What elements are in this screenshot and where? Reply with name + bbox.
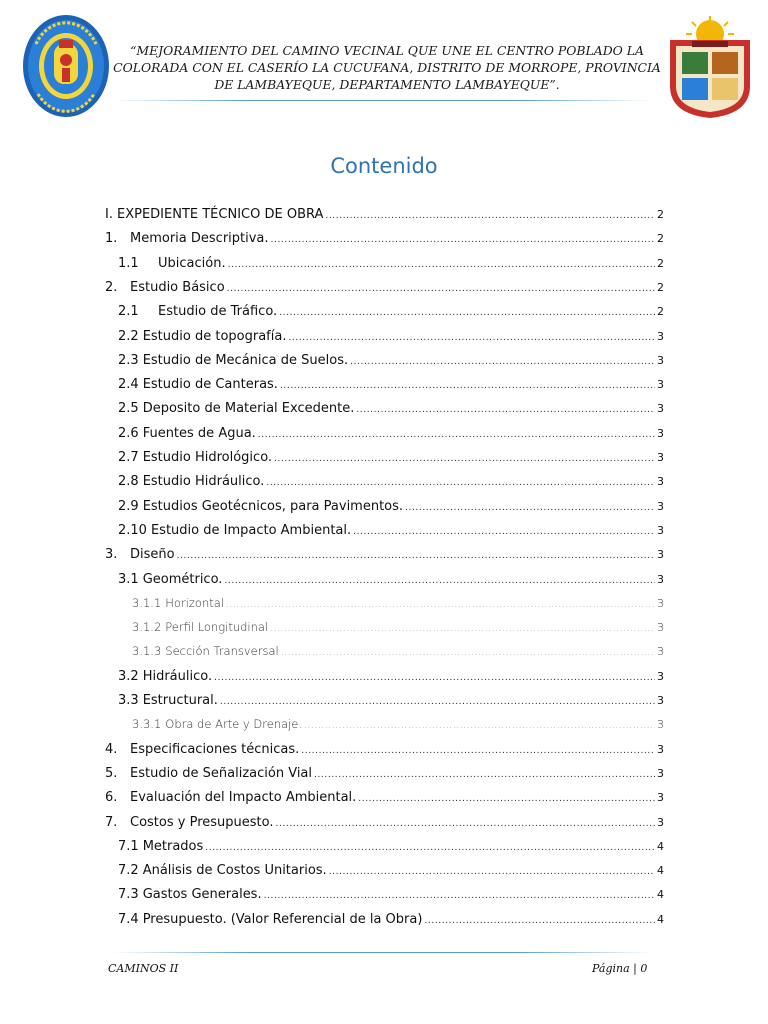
toc-dot-leader — [177, 551, 655, 561]
toc-entry-page: 3 — [657, 621, 664, 635]
toc-entry-number: 3.1 — [118, 571, 139, 587]
toc-entry-number: 7.1 — [118, 838, 139, 854]
toc-entry[interactable] — [105, 547, 664, 567]
toc-dot-leader — [356, 405, 655, 415]
toc-entry-title: Estudio de topografía. — [142, 328, 287, 344]
toc-entry-page: 2 — [657, 256, 664, 270]
toc-entry[interactable] — [118, 839, 664, 859]
toc-entry-number: 3.3 — [118, 693, 139, 708]
footer-page-number: Página | 0 — [592, 962, 648, 975]
toc-entry[interactable] — [105, 742, 664, 762]
toc-dot-leader — [280, 381, 655, 391]
toc-entry-page: 3 — [657, 426, 664, 440]
toc-entry[interactable] — [118, 256, 664, 276]
toc-entry[interactable] — [118, 523, 664, 543]
toc-entry-title: Obra de Arte y Drenaje. — [165, 717, 303, 732]
toc-dot-leader — [205, 843, 655, 853]
toc-entry-number: I. — [105, 207, 113, 222]
toc-entry-number: 4. — [105, 741, 118, 757]
toc-entry-page: 3 — [657, 353, 664, 367]
toc-entry[interactable] — [105, 815, 664, 835]
toc-entry-title: Estudio de Mecánica de Suelos. — [142, 352, 349, 368]
toc-dot-leader — [214, 673, 655, 683]
toc-entry-number: 2.1 — [118, 304, 139, 320]
footer-divider — [112, 952, 652, 953]
toc-entry-title: Metrados — [142, 838, 204, 854]
toc-dot-leader — [281, 648, 655, 658]
toc-entry-page: 3 — [657, 694, 664, 707]
toc-entry-title: Ubicación. — [158, 255, 226, 271]
toc-dot-leader — [314, 770, 655, 780]
toc-entry[interactable] — [118, 426, 664, 446]
toc-dot-leader — [275, 819, 655, 829]
toc-dot-leader — [227, 284, 655, 294]
toc-dot-leader — [271, 235, 655, 245]
toc-entry-page: 3 — [657, 718, 664, 732]
toc-entry-title: Estudio de Impacto Ambiental. — [150, 522, 352, 538]
toc-entry-title: Estudio Hidráulico. — [142, 474, 265, 490]
toc-entry[interactable] — [118, 863, 664, 883]
toc-entry[interactable] — [105, 231, 664, 251]
toc-entry[interactable] — [132, 620, 664, 640]
toc-entry[interactable] — [118, 912, 664, 932]
toc-entry-number: 2.6 — [118, 425, 139, 441]
municipal-crest-logo — [662, 16, 758, 120]
toc-entry[interactable] — [132, 717, 664, 737]
toc-dot-leader — [220, 697, 655, 707]
toc-entry-title: Fuentes de Agua. — [142, 425, 256, 441]
toc-entry-page: 2 — [657, 280, 664, 294]
toc-entry-page: 3 — [657, 791, 664, 805]
toc-entry[interactable] — [132, 644, 664, 664]
toc-entry-page: 3 — [657, 766, 664, 780]
toc-dot-leader — [226, 600, 655, 610]
toc-entry-title: Diseño — [130, 547, 175, 563]
toc-dot-leader — [279, 308, 655, 318]
toc-entry-title: Estudio de Canteras. — [142, 377, 278, 393]
toc-entry-number: 2.7 — [118, 450, 139, 465]
toc-entry-page: 3 — [657, 451, 664, 464]
toc-entry-page: 4 — [657, 912, 664, 926]
toc-entry-title: Estudio Hidrológico. — [142, 450, 273, 465]
toc-dot-leader — [270, 624, 655, 634]
toc-entry-number: 3.1.2 — [132, 620, 162, 635]
header-divider — [112, 100, 652, 101]
toc-entry-number: 2.2 — [118, 328, 139, 344]
toc-entry-page: 3 — [657, 572, 664, 586]
toc-dot-leader — [258, 430, 655, 440]
toc-dot-leader — [329, 867, 655, 877]
toc-entry-page: 3 — [657, 329, 664, 343]
toc-entry-page: 3 — [657, 548, 664, 562]
toc-entry-page: 3 — [657, 645, 664, 659]
document-title: Contenido — [330, 154, 438, 178]
toc-entry[interactable] — [105, 207, 664, 227]
toc-entry-title: Estudio Básico — [130, 279, 225, 295]
toc-dot-leader — [288, 333, 655, 343]
toc-entry-number: 2.3 — [118, 352, 139, 368]
toc-entry-page: 3 — [657, 475, 664, 489]
toc-entry-page: 3 — [657, 815, 664, 829]
toc-entry-title: Presupuesto. (Valor Referencial de la Obra) — [142, 911, 423, 927]
toc-dot-leader — [325, 211, 655, 221]
toc-entry-page: 3 — [657, 378, 664, 392]
toc-entry-page: 2 — [657, 208, 664, 221]
toc-entry-title: Gastos Generales. — [142, 887, 262, 903]
toc-entry-title: Estructural. — [142, 693, 218, 708]
toc-entry-page: 4 — [657, 839, 664, 853]
toc-dot-leader — [274, 454, 655, 464]
toc-entry-number: 6. — [105, 790, 118, 806]
toc-entry-title: Costos y Presupuesto. — [130, 814, 274, 830]
toc-entry-number: 2.8 — [118, 474, 139, 490]
toc-entry-page: 4 — [657, 864, 664, 878]
toc-entry-page: 3 — [657, 596, 664, 610]
toc-dot-leader — [304, 721, 655, 731]
toc-entry-title: Memoria Descriptiva. — [130, 231, 269, 247]
toc-entry-page: 2 — [657, 232, 664, 246]
toc-entry[interactable] — [105, 766, 664, 786]
toc-entry-number: 2.10 — [118, 522, 147, 538]
toc-entry[interactable] — [118, 377, 664, 397]
toc-entry-title: Geométrico. — [142, 571, 223, 587]
toc-entry[interactable] — [118, 304, 664, 324]
toc-entry[interactable] — [118, 353, 664, 373]
toc-entry-number: 3.1.3 — [132, 644, 162, 659]
toc-entry-title: Especificaciones técnicas. — [130, 741, 300, 757]
toc-dot-leader — [353, 527, 655, 537]
toc-entry[interactable] — [118, 887, 664, 907]
toc-entry-title: Perfil Longitudinal — [165, 620, 269, 635]
toc-entry-title: Deposito de Material Excedente. — [142, 401, 355, 417]
toc-entry-page: 2 — [657, 305, 664, 319]
toc-entry-number: 2.9 — [118, 498, 139, 514]
toc-entry[interactable] — [105, 280, 664, 300]
toc-entry-title: Horizontal — [165, 595, 224, 610]
toc-dot-leader — [224, 576, 655, 586]
toc-entry-number: 7.2 — [118, 863, 139, 879]
toc-entry-number: 3.2 — [118, 668, 139, 684]
toc-entry[interactable] — [118, 693, 664, 713]
toc-entry-title: Estudio de Señalización Vial — [130, 765, 313, 781]
toc-entry-number: 7. — [105, 814, 118, 830]
toc-entry-page: 3 — [657, 523, 664, 537]
toc-entry-number: 3. — [105, 547, 118, 563]
toc-entry-number: 1. — [105, 231, 118, 247]
project-header-title: “MEJORAMIENTO DEL CAMINO VECINAL QUE UNE EL CENTRO POBLADO LA COLORADA CON EL CASERÍO LA CUCUFANA, DISTRITO DE MORROPE, PROVINCIA DE LAMBAYEQUE, DEPARTAMENTO LAMBAYEQUE”. — [113, 43, 661, 92]
toc-dot-leader — [350, 357, 655, 367]
toc-entry-title: Estudios Geotécnicos, para Pavimentos. — [142, 498, 404, 514]
toc-dot-leader — [405, 503, 655, 513]
toc-entry-title: Sección Transversal — [165, 644, 279, 659]
toc-entry[interactable] — [105, 790, 664, 810]
toc-entry[interactable] — [118, 450, 664, 470]
toc-entry-title: Análisis de Costos Unitarios. — [142, 863, 327, 879]
toc-dot-leader — [424, 916, 655, 926]
toc-entry-number: 1.1 — [118, 255, 139, 271]
toc-entry-page: 4 — [657, 888, 664, 902]
toc-entry[interactable] — [118, 474, 664, 494]
toc-entry[interactable] — [118, 572, 664, 592]
toc-entry-title: EXPEDIENTE TÉCNICO DE OBRA — [117, 207, 324, 222]
toc-entry-number: 7.4 — [118, 911, 139, 927]
toc-entry-title: Estudio de Tráfico. — [158, 304, 278, 320]
toc-entry-page: 3 — [657, 669, 664, 683]
toc-entry-number: 7.3 — [118, 887, 139, 903]
toc-entry[interactable] — [132, 596, 664, 616]
toc-dot-leader — [301, 746, 655, 756]
toc-entry[interactable] — [118, 401, 664, 421]
toc-entry[interactable] — [118, 329, 664, 349]
toc-dot-leader — [228, 260, 655, 270]
university-seal-logo — [22, 14, 110, 118]
toc-entry[interactable] — [118, 669, 664, 689]
toc-entry[interactable] — [118, 499, 664, 519]
toc-dot-leader — [266, 478, 655, 488]
toc-entry-number: 2.4 — [118, 377, 139, 393]
toc-entry-number: 2. — [105, 279, 118, 295]
toc-entry-number: 3.3.1 — [132, 717, 162, 732]
toc-entry-number: 3.1.1 — [132, 595, 162, 610]
toc-entry-page: 3 — [657, 499, 664, 513]
toc-entry-page: 3 — [657, 742, 664, 756]
footer-course-name: CAMINOS II — [108, 962, 179, 975]
toc-entry-number: 2.5 — [118, 401, 139, 417]
toc-entry-number: 5. — [105, 765, 118, 781]
toc-entry-title: Hidráulico. — [142, 668, 213, 684]
toc-dot-leader — [358, 794, 655, 804]
toc-entry-page: 3 — [657, 402, 664, 416]
toc-dot-leader — [264, 891, 655, 901]
toc-entry-title: Evaluación del Impacto Ambiental. — [130, 790, 357, 806]
